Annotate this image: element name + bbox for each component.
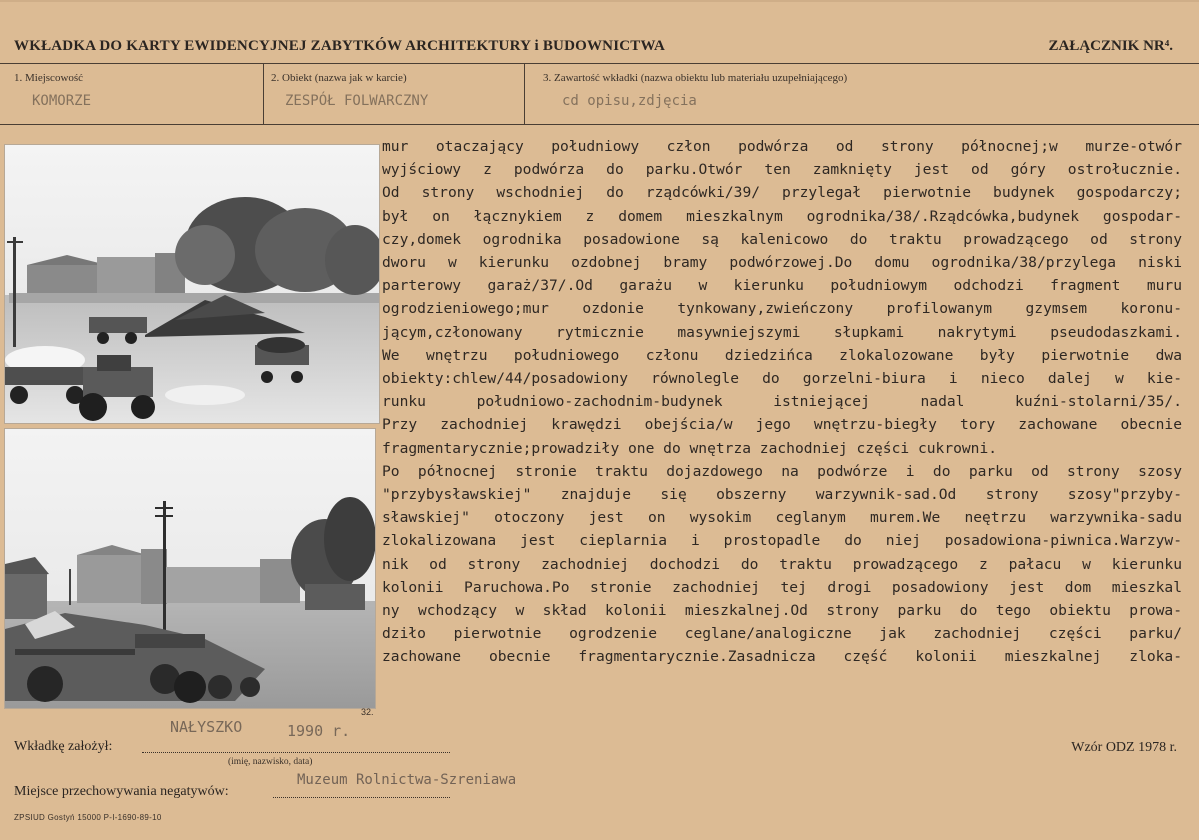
attachment-number: ZAŁĄCZNIK NR⁴. <box>1048 38 1173 54</box>
text-line: fragmentarycznie;prowadziły one do wnętrza zachodniej części cukrowni. <box>382 439 998 457</box>
field-value-object: ZESPÓŁ FOLWARCZNY <box>285 93 429 109</box>
field-label-object: 2. Obiekt (nazwa jak w karcie) <box>271 72 407 84</box>
author-stamp: NAŁYSZKO <box>170 718 243 736</box>
field-value-contents: cd opisu,zdjęcia <box>562 93 697 109</box>
text-line: dziło pierwotnie ogrodzenie ceglane/analogiczne jak zachodniej części parku/ <box>382 625 1182 643</box>
text-line: sławskiej" otoczony jest on wysokim ceglanym murem.We neętrzu warzywnika-sadu <box>382 509 1182 527</box>
created-by-label: Wkładkę założył: <box>14 739 113 754</box>
text-line: Przy zachodniej krawędzi obejścia/w jego wnętrzu-biegły tory zachowane obecnie <box>382 416 1182 434</box>
storage-value: Muzeum Rolnictwa-Szreniawa <box>297 772 517 788</box>
text-line: czy,domek ogrodnika posadowione są kalenicowo do traktu prowadzącego od strony <box>382 230 1182 248</box>
text-line: nik od strony zachodniej dochodzi do traktu prowadzącego z pałacu w kierunku <box>382 555 1182 573</box>
text-line: We wnętrzu południowego członu dziedzińca zlokalozowane były pierwotnie dwa <box>382 346 1182 364</box>
photo-yard-machinery-image <box>5 429 375 708</box>
photo-farmyard-tractors <box>4 144 380 424</box>
text-line: "przybysławskiej" znajduje się obszerny warzywnik-sad.Od strony szosy"przyby- <box>382 486 1182 504</box>
text-line: runku południowo-zachodnim-budynek istniejącej nadal kuźni-stolarni/35/. <box>382 393 1182 411</box>
text-line: zachowane obecnie fragmentarycznie.Zasadnicza część kolonii mieszkalnej zloka- <box>382 648 1182 666</box>
year-stamp: 1990 r. <box>287 722 351 740</box>
field-label-contents: 3. Zawartość wkładki (nazwa obiektu lub materiału uzupełniającego) <box>543 72 848 84</box>
created-by-caption: (imię, nazwisko, data) <box>228 757 313 767</box>
text-line: ny wchodzący w skład kolonii mieszkalnej.Od strony parku do tego obiektu prowa- <box>382 602 1182 620</box>
description-text <box>382 135 1182 669</box>
text-line: dworu w kierunku ozdobnej bramy podwórzowej.Do domu ogrodnika/38/przylega niski <box>382 254 1182 272</box>
form-title: WKŁADKA DO KARTY EWIDENCYJNEJ ZABYTKÓW ARCHITEKTURY i BUDOWNICTWA <box>14 38 666 54</box>
field-divider-2 <box>524 63 525 124</box>
created-by-line <box>142 752 450 753</box>
text-line: Po północnej stronie traktu dojazdowego na podwórze i do parku od strony szosy <box>382 462 1182 480</box>
field-divider-1 <box>263 63 264 124</box>
top-edge <box>0 0 1199 2</box>
text-line: Od strony wschodniej do rządcówki/39/ przylegał pierwotnie budynek gospodarczy; <box>382 184 1182 202</box>
photo-yard-machinery <box>4 428 376 709</box>
printer-imprint: ZPSIUD Gostyń 15000 P-I-1690-89-10 <box>14 813 162 822</box>
text-line: był on łącznykiem z domem mieszkalnym ogrodnika/38/.Rządcówka,budynek gospodar- <box>382 207 1182 225</box>
text-line: zlokalizowana jest cieplarnia i prostopadle do niej posadowiona-piwnica.Warzyw- <box>382 532 1182 550</box>
field-value-locality: KOMORZE <box>32 93 92 109</box>
header-rule-bottom <box>0 124 1199 125</box>
field-label-locality: 1. Miejscowość <box>14 72 84 84</box>
form-model: Wzór ODZ 1978 r. <box>1071 740 1177 755</box>
text-line: mur otaczający południowy człon podwórza od strony północnej;w murze-otwór <box>382 138 1182 155</box>
text-line: wyjściowy z podwórza do parku.Otwór ten zamknięty jest od góry ostrołucznie. <box>382 161 1182 179</box>
text-line: obiekty:chlew/44/posadowiony równolegle do gorzelni-biura i nieco dalej w kie- <box>382 370 1182 388</box>
text-line: parterowy garaż/37/.Od garażu w kierunku południowym odchodzi fragment muru <box>382 277 1182 295</box>
storage-label: Miejsce przechowywania negatywów: <box>14 784 229 799</box>
text-line: kolonii Paruchowa.Po stronie zachodniej tej drogi posadowiony jest dom mieszkal <box>382 578 1182 596</box>
photo-farmyard-tractors-image <box>5 145 379 423</box>
storage-line <box>273 797 450 798</box>
text-line: jącym,członowany rytmicznie masywniejszymi słupkami nakrytymi pseudodaszkami. <box>382 323 1182 341</box>
text-line: ogrodzieniowego;mur ozdonie tynkowany,zwieńczony profilowanym gzymsem koronu- <box>382 300 1182 318</box>
photo-number: 32. <box>361 707 374 717</box>
header-rule-top <box>0 63 1199 64</box>
